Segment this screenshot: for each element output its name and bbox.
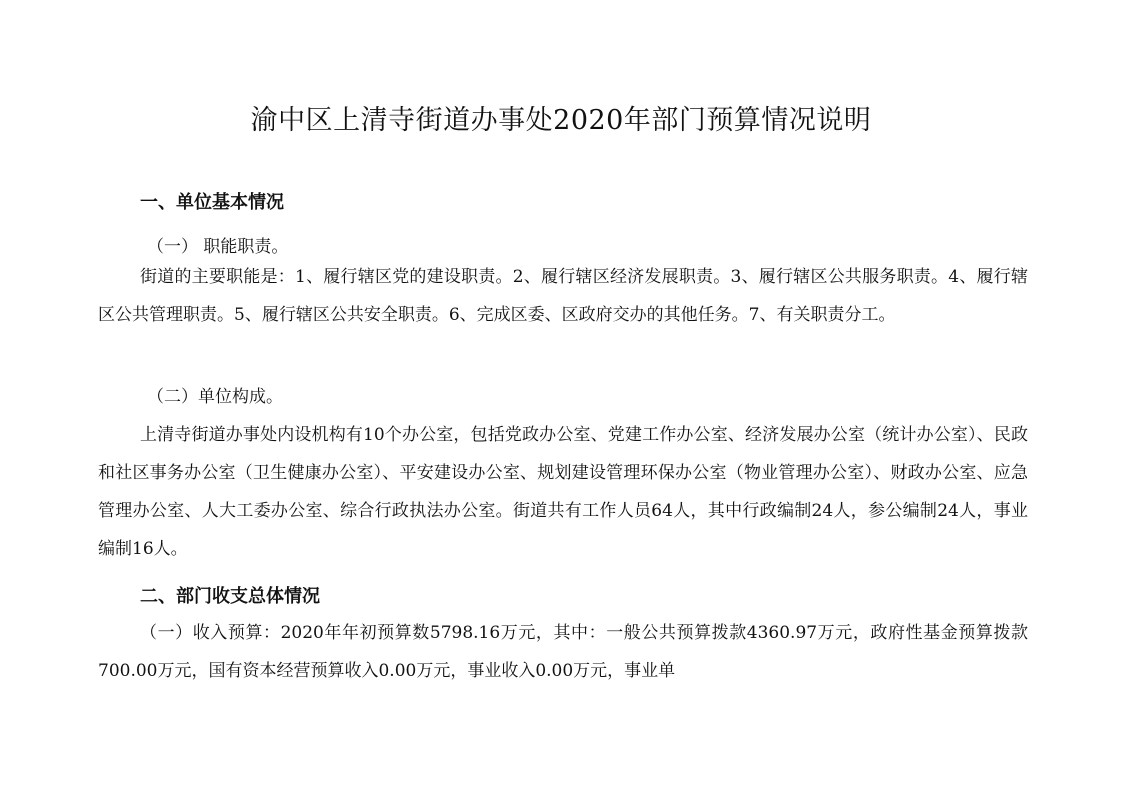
subsection-composition: （二）单位构成。 bbox=[147, 387, 283, 407]
paragraph-composition: 上清寺街道办事处内设机构有10个办公室，包括党政办公室、党建工作办公室、经济发展办公室（统计办公室）、民政和社区事务办公室（卫生健康办公室）、平安建设办公室、规划建设管理环保办公室（物业管理办公室）、财政办公室、应急管理办公室、人大工委办公室、综合行政执法办公室。街道共有工作人员64人，其中行政编制24人，参公编制24人，事业编制16人。 bbox=[98, 425, 1028, 559]
paragraph-income-budget: （一）收入预算：2020年年初预算数5798.16万元，其中：一般公共预算拨款4360.97万元，政府性基金预算拨款700.00万元，国有资本经营预算收入0.00万元，事业收入0.00万元，事业单 bbox=[98, 623, 1028, 681]
subsection-functions: （一） 职能职责。 bbox=[147, 237, 289, 257]
paragraph-functions: 街道的主要职能是：1、履行辖区党的建设职责。2、履行辖区经济发展职责。3、履行辖区公共服务职责。4、履行辖区公共管理职责。5、履行辖区公共安全职责。6、完成区委、区政府交办的其他任务。7、有关职责分工。 bbox=[98, 267, 1028, 325]
document-title: 渝中区上清寺街道办事处2020年部门预算情况说明 bbox=[250, 105, 872, 136]
section-heading-basic-info: 一、单位基本情况 bbox=[140, 192, 284, 213]
section-heading-budget-overview: 二、部门收支总体情况 bbox=[140, 586, 320, 607]
